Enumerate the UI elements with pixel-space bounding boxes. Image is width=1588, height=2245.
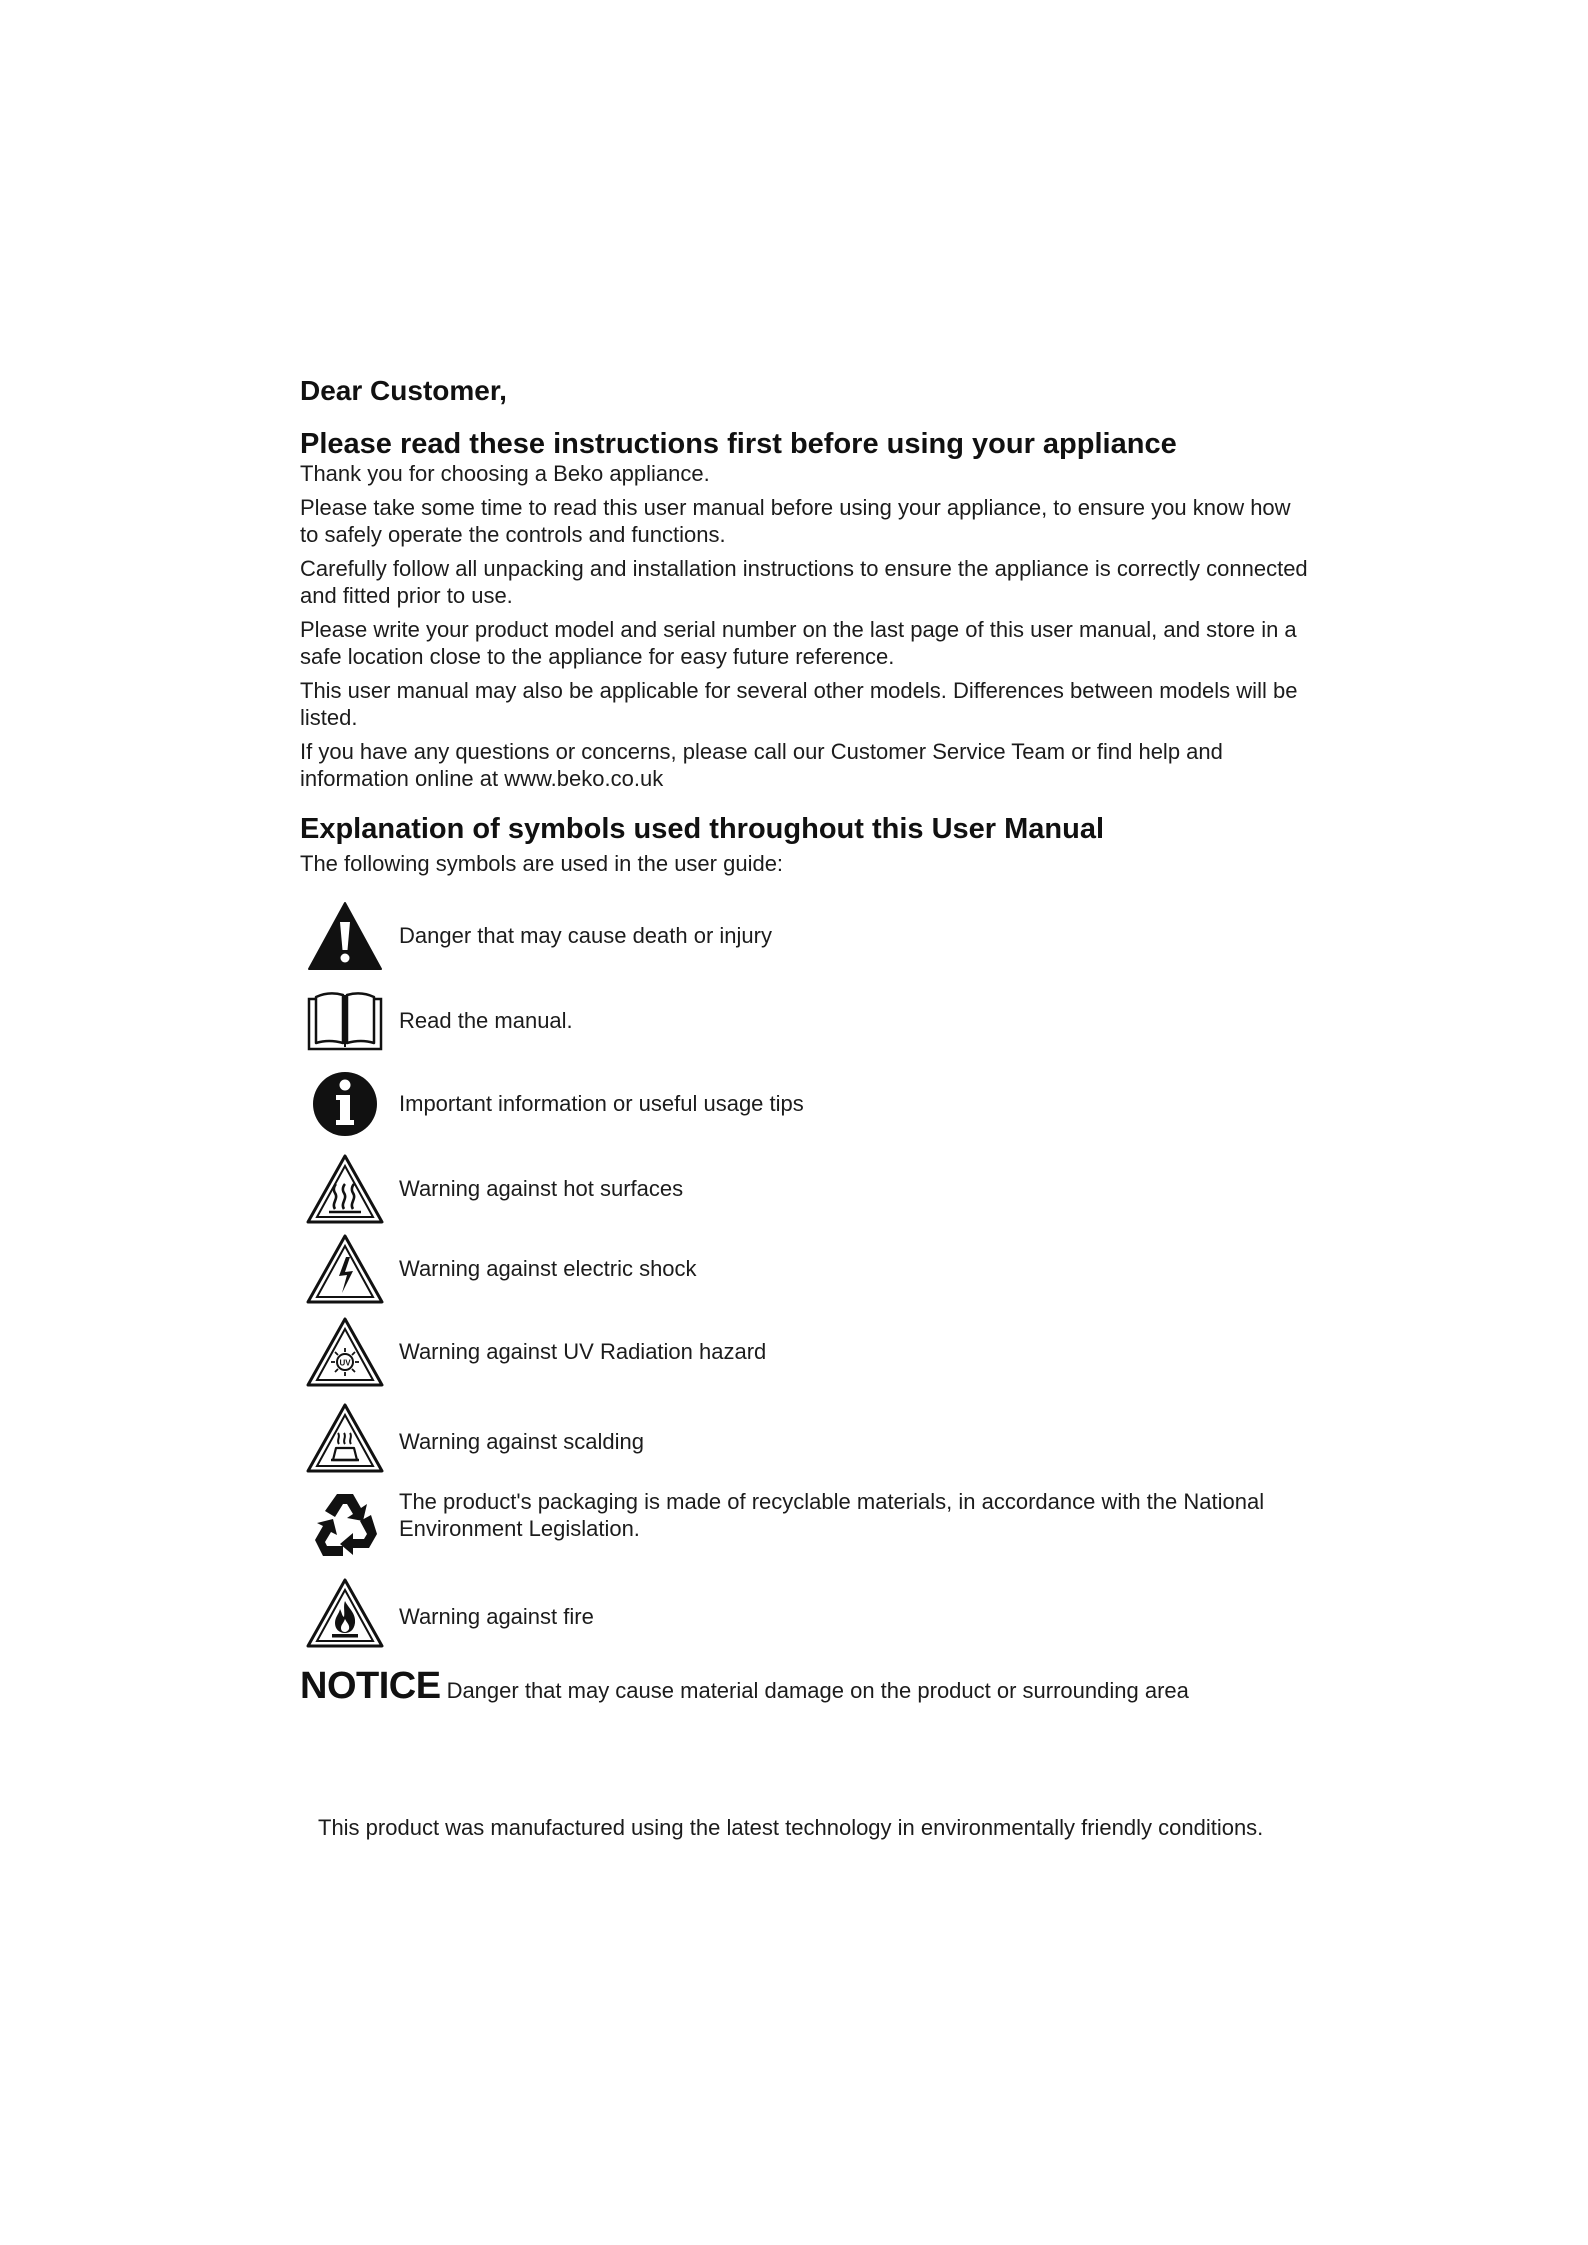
symbol-text: Warning against electric shock <box>399 1256 697 1281</box>
read-instructions-heading: Please read these instructions first before using your appliance <box>300 428 1177 460</box>
intro-section <box>300 460 1310 799</box>
electric-shock-warning-icon <box>305 1233 385 1305</box>
symbols-heading: Explanation of symbols used throughout this User Manual <box>300 813 1105 845</box>
symbol-text: The product's packaging is made of recyclable materials, in accordance with the National Environment Legislation. <box>399 1489 1265 1541</box>
intro-paragraph: Carefully follow all unpacking and installation instructions to ensure the appliance is correctly connected and fitted prior to use. <box>300 556 1308 608</box>
fire-warning-icon <box>305 1577 385 1649</box>
intro-paragraph: If you have any questions or concerns, please call our Customer Service Team or find help and information online at www.beko.co.uk <box>300 739 1223 791</box>
scalding-warning-icon <box>305 1402 385 1474</box>
symbol-text: Important information or useful usage tips <box>399 1091 804 1116</box>
symbol-row-info <box>300 1068 1310 1140</box>
symbol-row-electric-shock <box>300 1233 1310 1305</box>
intro-paragraph: Please write your product model and serial number on the last page of this user manual, and store in a safe location close to the appliance for easy future reference. <box>300 617 1297 669</box>
hot-surface-warning-icon <box>305 1153 385 1225</box>
uv-radiation-warning-icon <box>305 1316 385 1388</box>
notice-label: NOTICE <box>300 1665 441 1707</box>
intro-paragraph: This user manual may also be applicable for several other models. Differences between models will be listed. <box>300 678 1298 730</box>
greeting-heading: Dear Customer, <box>300 375 507 406</box>
danger-exclamation-icon <box>305 900 385 972</box>
symbol-text: Warning against fire <box>399 1604 594 1629</box>
svg-text:UV: UV <box>339 1358 351 1368</box>
manual-book-icon <box>305 985 385 1057</box>
symbol-row-recycle <box>300 1488 1310 1560</box>
symbol-row-scalding <box>300 1402 1310 1474</box>
symbols-intro: The following symbols are used in the user guide: <box>300 851 784 876</box>
symbol-text: Warning against scalding <box>399 1429 644 1454</box>
symbol-row-manual <box>300 985 1310 1057</box>
notice-text: Danger that may cause material damage on the product or surrounding area <box>446 1678 1189 1703</box>
symbol-text: Danger that may cause death or injury <box>399 923 772 948</box>
symbol-row-uv-radiation <box>300 1316 1310 1388</box>
symbol-row-fire <box>300 1577 1310 1649</box>
symbol-row-danger <box>300 900 1310 972</box>
recycle-icon <box>305 1488 385 1560</box>
info-icon <box>305 1068 385 1140</box>
footer-note: This product was manufactured using the latest technology in environmentally friendly conditions. <box>318 1815 1264 1840</box>
notice-row <box>300 1665 1310 1708</box>
symbol-row-hot-surfaces <box>300 1153 1310 1225</box>
intro-paragraph: Thank you for choosing a Beko appliance. <box>300 461 710 486</box>
symbol-text: Warning against hot surfaces <box>399 1176 684 1201</box>
intro-paragraph: Please take some time to read this user manual before using your appliance, to ensure you know how to safely operate the controls and functions. <box>300 495 1291 547</box>
symbol-text: Read the manual. <box>399 1008 573 1033</box>
symbol-text: Warning against UV Radiation hazard <box>399 1339 767 1364</box>
